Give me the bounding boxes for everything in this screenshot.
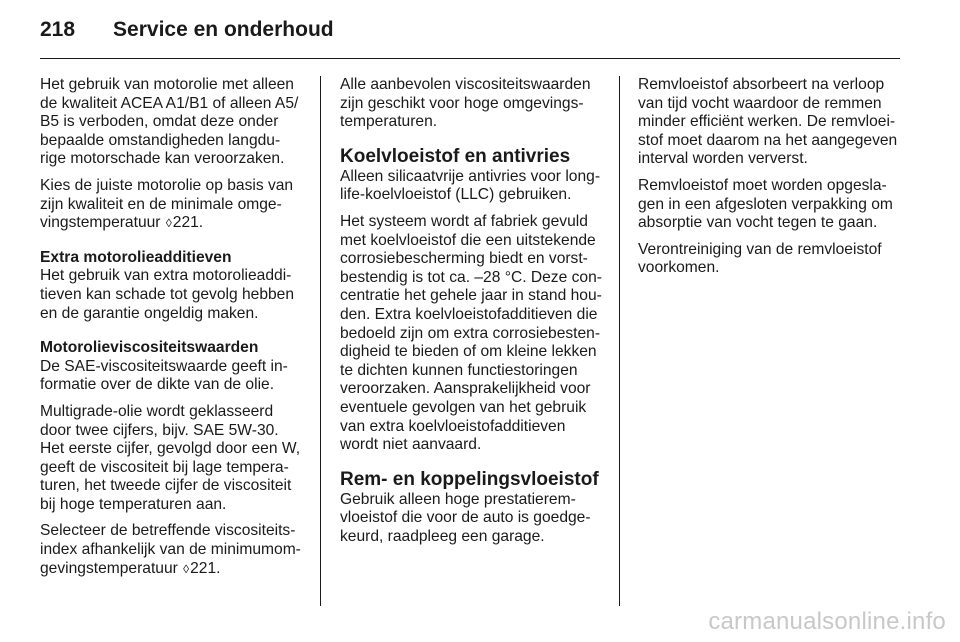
paragraph: Remvloeistof moet worden opgesla- gen in een afgesloten verpakking om absorptie van vocht tegen te gaan. (638, 176, 893, 232)
paragraph-text: Kies de juiste motorolie op basis van zijn kwaliteit en de minimale omge- vingstemperatuur (40, 176, 294, 232)
section-heading: Koelvloeistof en antivries (340, 145, 571, 167)
section-heading: Rem- en koppelingsvloeistof (340, 468, 599, 490)
column-2 (340, 76, 604, 554)
column-1 (40, 76, 304, 586)
page-header (40, 18, 334, 48)
paragraph: Multigrade-olie wordt geklasseerd door twee cijfers, bijv. SAE 5W-30. Het eerste cijfer, gevolgd door een W, geeft de viscositeit bij lage tempera- turen, het tweede cijfer de viscositeit bij hoge temperaturen aan. (40, 402, 301, 513)
paragraph: Remvloeistof absorbeert na verloop van tijd vocht waardoor de remmen minder efficiënt werken. De remvloei- stof moet daarom na het aangegeven interval worden ververst. (638, 76, 898, 168)
page-reference-arrow-icon: ◊ (165, 216, 172, 231)
page-reference[interactable]: 221. (190, 559, 221, 577)
page-reference[interactable]: 221. (172, 214, 204, 232)
subheading: Motorolieviscositeitswaarden (40, 339, 259, 357)
paragraph: Alle aanbevolen viscositeitswaarden zijn geschikt voor hoge omgevings- temperaturen. (340, 76, 591, 131)
paragraph: De SAE-viscositeitswaarde geeft in- formatie over de dikte van de olie. (40, 357, 288, 394)
paragraph: Gebruik alleen hoge prestatierem- vloeistof die voor de auto is goedge- keurd, raadpleeg een garage. (340, 490, 591, 545)
header-rule (40, 58, 900, 59)
paragraph: Alleen silicaatvrije antivries voor long- life-koelvloeistof (LLC) gebruiken. (340, 167, 601, 204)
chapter-title: Service en onderhoud (113, 18, 334, 41)
paragraph: Het gebruik van extra motorolieaddi- tieven kan schade tot gevolg hebben en de garantie ongeldig maken. (40, 267, 295, 322)
paragraph: Het systeem wordt af fabriek gevuld met koelvloeistof die een uitstekende corrosiebescherming biedt en vorst- bestendig is tot ca. –28 °C. Deze con- centratie het gehele jaar in stand hou- den. Extra koelvloeistofadditieven die bedoeld zijn om extra corrosiebesten- digheid te bieden of om kleine lekken te dichten kunnen functiestoringen veroorzaken. Aansprakelijkheid voor eventuele gevolgen van het gebruik van extra koelvloeistofadditieven wordt niet aanvaard. (340, 212, 602, 454)
paragraph: Het gebruik van motorolie met alleen de kwaliteit ACEA A1/B1 of alleen A5/ B5 is verboden, omdat deze onder bepaalde omstandigheden langdu- rige motorschade kan veroorzaken. (40, 76, 299, 168)
paragraph (40, 177, 304, 233)
page-reference-arrow-icon: ◊ (183, 561, 190, 576)
subheading: Extra motorolieadditieven (40, 248, 232, 266)
paragraph (40, 522, 304, 578)
paragraph: Verontreiniging van de remvloeistof voorkomen. (638, 240, 882, 277)
watermark: carmanualsonline.info (708, 608, 946, 635)
paragraph-text: Selecteer de betreffende viscositeits- index afhankelijk van de minimumom- gevingstemperatuur (40, 522, 301, 577)
column-divider (320, 76, 321, 606)
page-number: 218 (40, 18, 76, 41)
column-3 (638, 76, 902, 286)
column-divider (619, 76, 620, 606)
